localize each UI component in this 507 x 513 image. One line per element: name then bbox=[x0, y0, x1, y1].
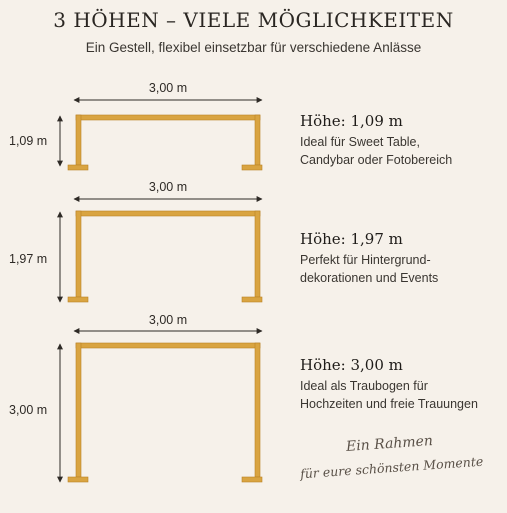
height-label-2: 1,97 m bbox=[9, 252, 48, 266]
frame-1 bbox=[9, 81, 262, 170]
frame-3 bbox=[9, 313, 262, 482]
info-desc-3a: Ideal als Traubogen für bbox=[300, 379, 428, 393]
info-heading-2: Höhe: 1,97 m bbox=[300, 230, 403, 248]
width-label-2: 3,00 m bbox=[148, 180, 188, 194]
info-block-1 bbox=[300, 112, 505, 169]
info-desc-2b: dekorationen und Events bbox=[300, 271, 439, 285]
info-desc-1b: Candybar oder Fotobereich bbox=[300, 153, 453, 167]
info-heading-3: Höhe: 3,00 m bbox=[300, 356, 403, 374]
info-block-3 bbox=[300, 356, 505, 413]
frame-structure-1 bbox=[68, 115, 262, 170]
page-title: 3 HÖHEN – VIELE MÖGLICHKEITEN bbox=[53, 8, 454, 32]
width-label-3: 3,00 m bbox=[148, 313, 188, 327]
page-subtitle: Ein Gestell, flexibel einsetzbar für verschiedene Anlässe bbox=[85, 40, 422, 55]
info-desc-1a: Ideal für Sweet Table, bbox=[300, 135, 420, 149]
frame-structure-3 bbox=[68, 343, 262, 482]
tagline-line-2: für eure schönsten Momente bbox=[299, 453, 484, 482]
tagline-line-1: Ein Rahmen bbox=[345, 432, 434, 456]
frame-2 bbox=[9, 180, 262, 302]
info-heading-1: Höhe: 1,09 m bbox=[300, 112, 403, 130]
frame-structure-2 bbox=[68, 211, 262, 302]
info-desc-3b: Hochzeiten und freie Trauungen bbox=[300, 397, 478, 411]
info-desc-2a: Perfekt für Hintergrund- bbox=[300, 253, 431, 267]
height-label-3: 3,00 m bbox=[9, 403, 48, 417]
height-label-1: 1,09 m bbox=[9, 134, 48, 148]
info-block-2 bbox=[300, 230, 505, 287]
width-label-1: 3,00 m bbox=[148, 81, 188, 95]
